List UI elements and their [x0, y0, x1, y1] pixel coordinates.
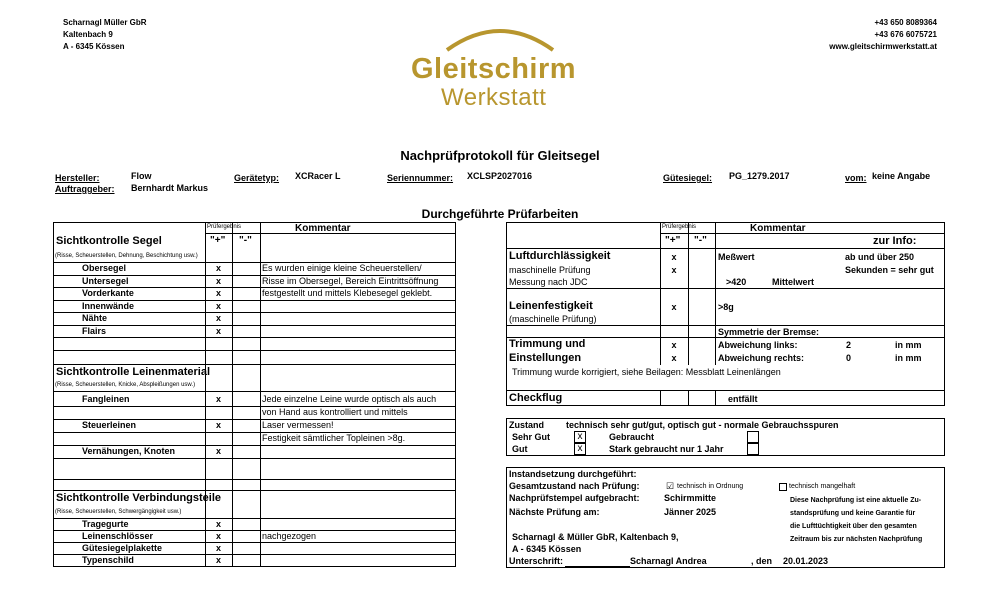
row-label: Tragegurte [82, 519, 129, 529]
hersteller-label: Hersteller: [55, 173, 100, 183]
next-value: Jänner 2025 [664, 507, 717, 517]
sig-name: Scharnagl Andrea [630, 556, 707, 566]
disclaimer-2: standsprüfung und keine Garantie für [790, 510, 916, 517]
rechts-value: 0 [846, 353, 852, 363]
gesamt-label: Gesamtzustand nach Prüfung: [509, 481, 640, 491]
luft-info1: ab und über 250 [845, 252, 915, 262]
logo-arc-icon [405, 18, 595, 58]
luft-line3: Messung nach JDC [509, 277, 588, 287]
leinen-title: Sichtkontrolle Leinenmaterial [56, 366, 211, 378]
segel-subtitle: (Risse, Scheuerstellen, Dehnung, Beschichtung usw.) [55, 253, 198, 259]
row-result: x [215, 555, 221, 565]
luft-title: Luftdurchlässigkeit [509, 250, 611, 262]
row-result: x [215, 300, 221, 311]
trimmung-note: Trimmung wurde korrigiert, siehe Beilagen: Messblatt Leinenlängen [512, 367, 781, 377]
vom-label: vom: [845, 173, 867, 183]
auftraggeber-label: Auftraggeber: [55, 184, 115, 194]
row-result: x [215, 325, 221, 336]
zustand-opt4: Stark gebraucht nur 1 Jahr [609, 444, 724, 454]
row-comment: nachgezogen [262, 531, 317, 541]
company-address [63, 17, 147, 53]
row-label: Gütesiegelplakette [82, 543, 163, 553]
checkbox-gut[interactable]: x [574, 443, 586, 455]
company-name: Scharnagl Müller GbR [63, 18, 147, 27]
links-unit: in mm [895, 340, 922, 350]
trimmung-result1: x [671, 340, 677, 350]
page-title: Nachprüfprotokoll für Gleitsegel [400, 148, 600, 163]
zustand-opt1: Sehr Gut [512, 432, 551, 442]
row-result: x [215, 519, 221, 529]
zustand-opt2: Gut [512, 444, 528, 454]
phone-2: +43 676 6075721 [874, 30, 937, 39]
zur-info: zur Info: [873, 235, 917, 247]
logo-line1: Gleitschirm [411, 53, 577, 85]
disclaimer-3: die Lufttüchtigkeit über den gesamten [790, 523, 917, 530]
row-result: x [215, 394, 221, 404]
date-value: 20.01.2023 [783, 556, 829, 566]
verbindung-title: Sichtkontrolle Verbindungsteile [56, 492, 222, 504]
row-comment: Jede einzelne Leine wurde optisch als auch [262, 394, 437, 404]
luft-mittelwert: Mittelwert [772, 277, 815, 287]
addr-2: A - 6345 Kössen [512, 544, 582, 554]
row-label: Vorderkante [82, 288, 134, 298]
right-plus: "+" [665, 235, 681, 246]
row-comment: Laser vermessen! [262, 420, 334, 430]
row-label: Innenwände [82, 300, 135, 311]
company-contact [829, 17, 937, 53]
logo-line2: Werkstatt [441, 84, 547, 111]
festigkeit-title: Leinenfestigkeit [509, 300, 593, 312]
festigkeit-result: x [671, 302, 677, 312]
symmetrie-label: Symmetrie der Bremse: [718, 327, 820, 337]
vom-value: keine Angabe [872, 171, 931, 181]
verbindung-subtitle: (Risse, Scheuerstellen, Schwergängigkeit usw.) [55, 509, 182, 515]
mangel-checkbox[interactable] [779, 483, 787, 491]
guetesiegel-label: Gütesiegel: [663, 173, 713, 183]
row-result: x [215, 313, 221, 323]
guetesiegel-value: PG_1279.2017 [729, 171, 790, 181]
disclaimer [790, 494, 922, 546]
ok-checkbox[interactable]: ☑ [666, 481, 675, 491]
hersteller-value: Flow [131, 171, 152, 181]
row-label: Typenschild [82, 555, 134, 565]
row-comment: Risse im Obersegel, Bereich Eintrittsöffnung [262, 275, 439, 286]
left-pruefergebnis: Prüfergebnis [207, 224, 242, 230]
row-label: Vernähungen, Knoten [82, 446, 176, 456]
next-label: Nächste Prüfung am: [509, 507, 600, 517]
checkflug-value: entfällt [728, 394, 758, 404]
row-comment: Es wurden einige kleine Scheuerstellen/ [262, 263, 422, 273]
segel-title: Sichtkontrolle Segel [56, 235, 162, 247]
checkbox-stark-gebraucht[interactable] [747, 443, 759, 455]
links-label: Abweichung links: [718, 340, 798, 350]
leinen-subtitle: (Risse, Scheuerstellen, Knicke, Abspleißungen usw.) [55, 382, 196, 388]
row-label: Fangleinen [82, 394, 130, 404]
rechts-unit: in mm [895, 353, 922, 363]
checkflug-title: Checkflug [509, 392, 563, 404]
company-street: Kaltenbach 9 [63, 30, 113, 39]
row-result: x [215, 288, 221, 298]
luft-line2: maschinelle Prüfung [509, 265, 591, 275]
disclaimer-4: Zeitraum bis zur nächsten Nachprüfung [790, 536, 923, 543]
row-result: x [215, 420, 221, 430]
company-city: A - 6345 Kössen [63, 42, 125, 51]
row-label: Nähte [82, 313, 108, 323]
zustand-opt3: Gebraucht [609, 432, 655, 442]
luft-messwert: >420 [726, 277, 747, 287]
row-comment: festgestellt und mittels Klebesegel geklebt. [262, 288, 433, 298]
checkbox-gebraucht[interactable] [747, 431, 759, 443]
trimmung-title1: Trimmung und [509, 338, 586, 350]
left-kommentar: Kommentar [295, 223, 351, 234]
rechts-label: Abweichung rechts: [718, 353, 805, 363]
row-result: x [215, 263, 221, 273]
disclaimer-1: Diese Nachprüfung ist eine aktuelle Zu- [790, 497, 922, 504]
zustand-text: technisch sehr gut/gut, optisch gut - normale Gebrauchsspuren [566, 420, 839, 430]
row-label: Steuerleinen [82, 420, 137, 430]
festigkeit-value: >8g [718, 302, 734, 312]
luft-messwert-label: Meßwert [718, 252, 755, 262]
logo [405, 18, 595, 113]
zustand-label: Zustand [509, 420, 544, 430]
links-value: 2 [846, 340, 852, 350]
section-title: Durchgeführte Prüfarbeiten [421, 207, 579, 221]
geraetetyp-value: XCRacer L [295, 171, 341, 181]
ok-label: technisch in Ordnung [677, 483, 744, 490]
right-kommentar: Kommentar [750, 223, 806, 234]
trimmung-title2: Einstellungen [509, 352, 582, 364]
row-label: Flairs [82, 325, 107, 336]
checkbox-sehr-gut[interactable]: x [574, 431, 586, 443]
row-label: Leinenschlösser [82, 531, 154, 541]
seriennummer-value: XCLSP2027016 [467, 171, 533, 181]
right-pruefergebnis: Prüfergebnis [662, 224, 697, 230]
sig-label: Unterschrift: [509, 556, 564, 566]
row-label: Obersegel [82, 263, 127, 273]
mangel-label: technisch mangelhaft [789, 483, 856, 490]
right-minus: "-" [694, 235, 707, 246]
left-plus: "+" [210, 235, 226, 246]
addr-1: Scharnagl & Müller GbR, Kaltenbach 9, [512, 532, 679, 542]
geraetetyp-label: Gerätetyp: [234, 173, 280, 183]
den-label: , den [751, 556, 773, 566]
stempel-label: Nachprüfstempel aufgebracht: [509, 493, 640, 503]
row-label: Untersegel [82, 275, 129, 286]
row-comment: Festigkeit sämtlicher Topleinen >8g. [262, 433, 406, 443]
stempel-value: Schirmmitte [664, 493, 717, 503]
luft-info2: Sekunden = sehr gut [845, 265, 934, 275]
trimmung-result2: x [671, 353, 677, 363]
row-result: x [215, 531, 221, 541]
luft-result2: x [671, 265, 677, 275]
luft-result1: x [671, 252, 677, 262]
row-result: x [215, 543, 221, 553]
website: www.gleitschirmwerkstatt.at [829, 42, 937, 51]
festigkeit-subtitle: (maschinelle Prüfung) [509, 314, 597, 324]
phone-1: +43 650 8089364 [874, 18, 937, 27]
row-result: x [215, 446, 221, 456]
left-minus: "-" [239, 235, 252, 246]
row-comment: von Hand aus kontrolliert und mittels [262, 407, 408, 417]
instand-line1: Instandsetzung durchgeführt: [509, 469, 637, 479]
row-result: x [215, 275, 221, 286]
seriennummer-label: Seriennummer: [387, 173, 454, 183]
auftraggeber-value: Bernhardt Markus [131, 183, 209, 193]
